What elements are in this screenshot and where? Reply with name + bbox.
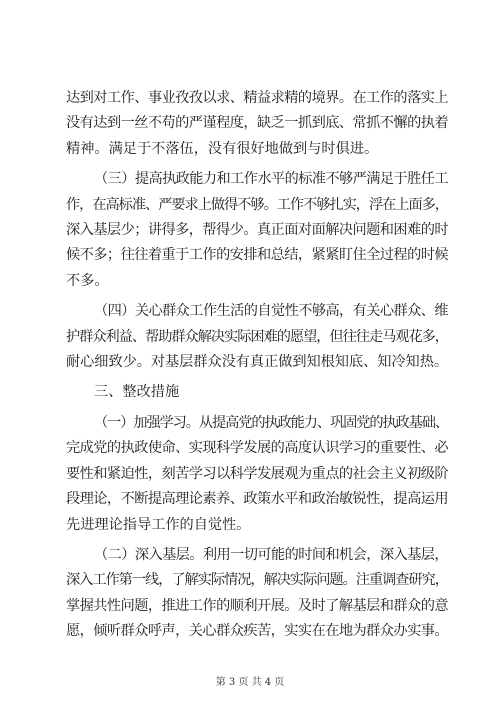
paragraph-continuation [66,86,448,162]
text-line: 护群众利益、帮助群众解决实际困难的愿望，但往往走马观花多， [66,328,448,345]
text-line: 愿，倾听群众呼声，关心群众疾苦，实实在在地为群众办实事。 [66,623,448,640]
text-line: （三）提高执政能力和工作水平的标准不够严满足于胜任工 [94,171,448,188]
text-line: 段理论，不断提高理论素养、政策水平和政治敏锐性，提高运用 [66,491,448,508]
text-line: 不多。 [66,272,109,289]
text-line: 耐心细致少。对基层群众没有真正做到知根知底、知冷知热。 [66,354,448,371]
text-line: 先进理论指导工作的自觉性。 [66,516,251,533]
text-line: 要性和紧迫性，刻苦学习以科学发展观为重点的社会主义初级阶 [66,465,448,482]
text-line: 作，在高标准、严要求上做得不够。工作不够扎实，浮在上面多， [66,196,448,213]
paragraph-point-3 [66,167,448,294]
paragraph-measure-2 [66,543,448,645]
section-heading [66,380,448,405]
text-line: 没有达到一丝不苟的严谨程度，缺乏一抓到底、常抓不懈的执着 [66,115,448,132]
text-line: 掌握共性问题，推进工作的顺利开展。及时了解基层和群众的意 [66,597,448,614]
text-line: 精神。满足于不落伍，没有很好地做到与时俱进。 [66,140,379,157]
text-line: 达到对工作、事业孜孜以求、精益求精的境界。在工作的落实上 [66,90,448,106]
paragraph-measure-1 [66,411,448,538]
text-line: 完成党的执政使命、实现科学发展的高度认识学习的重要性、必 [66,440,448,457]
document-body [66,86,448,645]
heading-text: 三、整改措施 [94,384,180,401]
text-line: 候不多；往往着重于工作的安排和总结，紧紧盯住全过程的时候 [66,247,448,264]
paragraph-point-4 [66,299,448,375]
text-line: 深入基层少；讲得多，帮得少。真正面对面解决问题和困难的时 [66,222,448,239]
text-line: （二）深入基层。利用一切可能的时间和机会，深入基层， [94,546,448,563]
text-line: （一）加强学习。从提高党的执政能力、巩固党的执政基础、 [94,414,448,431]
text-line: 深入工作第一线，了解实际情况，解决实际问题。注重调查研究， [66,572,448,589]
page-number-footer: 第 3 页 共 4 页 [215,677,285,688]
text-line: （四）关心群众工作生活的自觉性不够高，有关心群众、维 [94,303,448,320]
